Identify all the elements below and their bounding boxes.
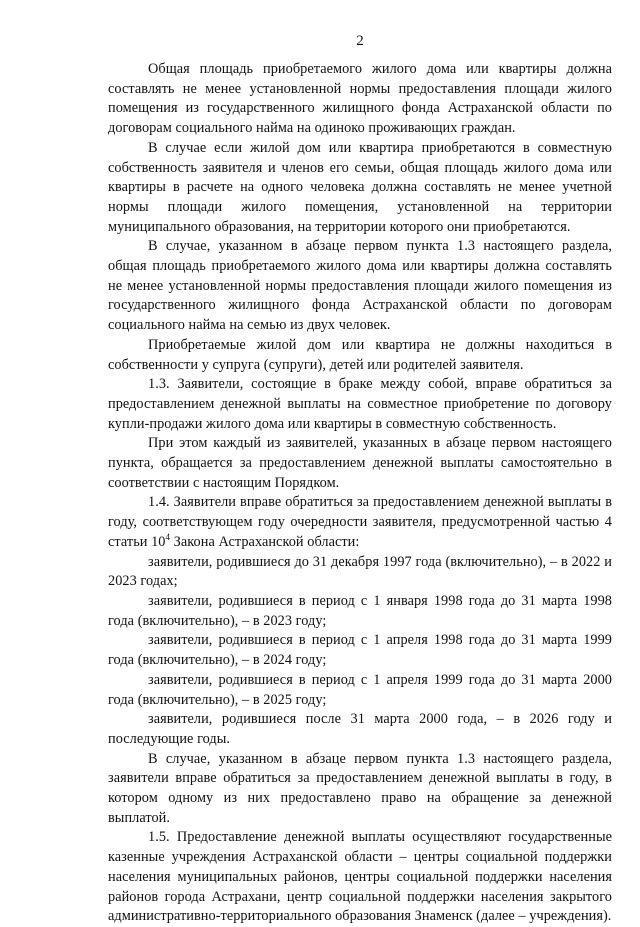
list-item-before-1997: заявители, родившиеся до 31 декабря 1997 года (включительно), – в 2022 и 2023 годах;	[108, 553, 612, 590]
paragraph-ownership-restriction: Приобретаемые жилой дом или квартира не должны находиться в собственности у супруга (супруги), детей или родителей заявителя.	[108, 336, 612, 373]
paragraph-case-1-3: В случае, указанном в абзаце первом пункта 1.3 настоящего раздела, общая площадь приобретаемого жилого дома или квартиры должна составлять не менее установленной нормы предоставления площади жилого помещения из государственного жилищного фонда Астраханской области по договорам социального найма на семью из двух человек.	[108, 238, 612, 334]
paragraph-1-4	[108, 493, 612, 552]
list-item-1998-q1: заявители, родившиеся в период с 1 января 1998 года до 31 марта 1998 года (включительно), – в 2023 году;	[108, 592, 612, 629]
paragraph-1-5: 1.5. Предоставление денежной выплаты осуществляют государственные казенные учреждения Астраханской области – центры социальной поддержки населения муниципальных районов, центры социальной поддержки населения районов города Астрахани, центр социальной поддержки населения закрытого административно-территориального образования Знаменск (далее – учреждения).	[108, 829, 612, 925]
paragraph-1-3: 1.3. Заявители, состоящие в браке между собой, вправе обратиться за предоставлением денежной выплаты на совместное приобретение по договору купли-продажи жилого дома или квартиры в совместную собственность.	[108, 376, 612, 432]
list-item-1999-2000: заявители, родившиеся в период с 1 апреля 1999 года до 31 марта 2000 года (включительно), – в 2025 году;	[108, 671, 612, 708]
paragraph-1-4-text-end: Закона Астраханской области:	[170, 533, 360, 550]
paragraph-total-area: Общая площадь приобретаемого жилого дома или квартиры должна составлять не менее установленной нормы предоставления площади жилого помещения из государственного жилищного фонда Астраханской области по договорам социального найма на одиноко проживающих граждан.	[108, 61, 612, 137]
paragraph-joint-application-year: В случае, указанном в абзаце первом пункта 1.3 настоящего раздела, заявители вправе обратиться за предоставлением денежной выплаты в году, в котором одному из них предоставлено право на обращение за денежной выплатой.	[108, 750, 612, 826]
list-item-1998-1999: заявители, родившиеся в период с 1 апреля 1998 года до 31 марта 1999 года (включительно), – в 2024 году;	[108, 632, 612, 669]
page-number: 2	[356, 33, 364, 49]
paragraph-1-4-superscript: 4	[165, 532, 171, 543]
paragraph-each-applicant: При этом каждый из заявителей, указанных в абзаце первом настоящего пункта, обращается за предоставлением денежной выплаты самостоятельно в соответствии с настоящим Порядком.	[108, 435, 612, 491]
paragraph-joint-ownership: В случае если жилой дом или квартира приобретаются в совместную собственность заявителя и членов его семьи, общая площадь жилого дома или квартиры в расчете на одного человека должна составлять не менее учетной нормы площади жилого помещения, установленной на территории муниципального образования, на территории которого они приобретаются.	[108, 139, 612, 235]
list-item-after-2000: заявители, родившиеся после 31 марта 2000 года, – в 2026 году и последующие годы.	[108, 711, 612, 747]
paragraph-1-4-text: 1.4. Заявители вправе обратиться за предоставлением денежной выплаты в году, соответствующем году очередности заявителя, предусмотренной частью 4 статьи 10	[108, 494, 612, 550]
